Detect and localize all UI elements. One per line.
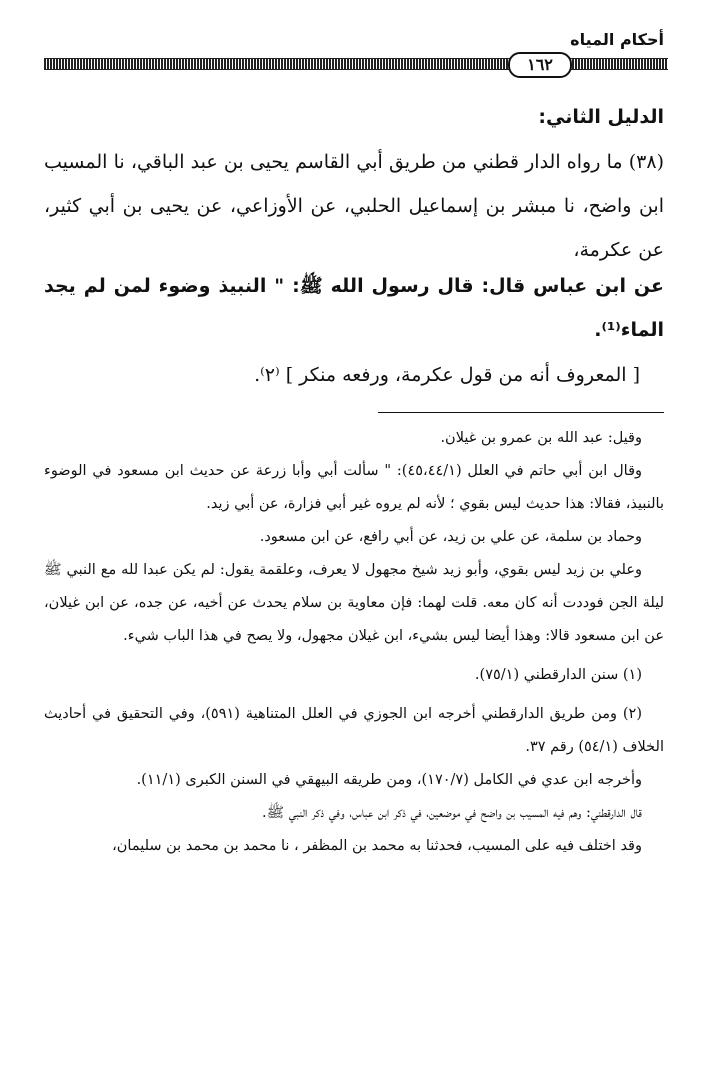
- footnote-line: وأخرجه ابن عدي في الكامل (١٧٠/٧)، ومن طريقه البيهقي في السنن الكبرى (١١/١).: [136, 772, 642, 788]
- section-heading: الدليل الثاني:: [538, 106, 664, 128]
- footnote-line: وقد اختلف فيه على المسيب، فحدثنا به محمد بن المظفر ، نا محمد بن محمد بن سليمان،: [112, 838, 642, 854]
- footnote-separator: [378, 412, 664, 413]
- header-rule: [44, 58, 668, 70]
- footnote-line: قال الدارقطني: وهم فيه المسيب بن واضح في موضعين، في ذكر ابن عباس، وفي ذكر النبي ﷺ.: [262, 805, 642, 821]
- page-number: ١٦٢: [508, 52, 572, 78]
- hadith-text-paragraph: عن ابن عباس قال: قال رسول الله ﷺ: " النبيذ وضوء لمن لم يجد الماء⁽¹⁾.: [44, 275, 664, 341]
- footnote-line: وعلي بن زيد ليس بقوي، وأبو زيد شيخ مجهول لا يعرف، وعلقمة يقول: لم يكن عبدا لله مع النبي ﷺ ليلة الجن فوددت أنه كان معه. قلت لهما: فإن معاوية بن سلام يحدث عن أخيه، عن جده، عن ابن غيلان، عن ابن مسعود قالا: وهذا أيضا ليس بشيء، ابن غيلان مجهول، ولا يصح في هذا الباب شيء.: [44, 562, 664, 644]
- footnote-2: (٢) ومن طريق الدارقطني أخرجه ابن الجوزي في العلل المتناهية (٥٩١)، وفي التحقيق في أحاديث الخلاف (٥٤/١) رقم ٣٧.: [44, 706, 664, 755]
- footnote-line: وقال ابن أبي حاتم في العلل (٤٥،٤٤/١): " سألت أبي وأبا زرعة عن حديث ابن مسعود في الوضوء بالنبيذ، فقالا: هذا حديث ليس بقوي ؛ لأنه لم يروه غير أبي فزارة، عن أبي زيد.: [44, 463, 664, 512]
- footnotes-block: [44, 422, 664, 863]
- footnote-line: وحماد بن سلمة، عن علي بن زيد، عن أبي رافع، عن ابن مسعود.: [259, 529, 642, 545]
- running-title: أحكام المياه: [570, 30, 664, 49]
- footnote-1: (١) سنن الدارقطني (٧٥/١).: [474, 667, 642, 683]
- bracket-note: [ المعروف أنه من قول عكرمة، ورفعه منكر ] ⁽٢⁾.: [254, 364, 640, 386]
- hadith-chain-paragraph: (٣٨) ما رواه الدار قطني من طريق أبي القاسم يحيى بن عبد الباقي، نا المسيب ابن واضح، نا مبشر بن إسماعيل الحلبي، عن الأوزاعي، عن يحيى بن أبي كثير، عن عكرمة،: [44, 151, 664, 261]
- footnote-line: وقيل: عبد الله بن عمرو بن غيلان.: [440, 430, 642, 446]
